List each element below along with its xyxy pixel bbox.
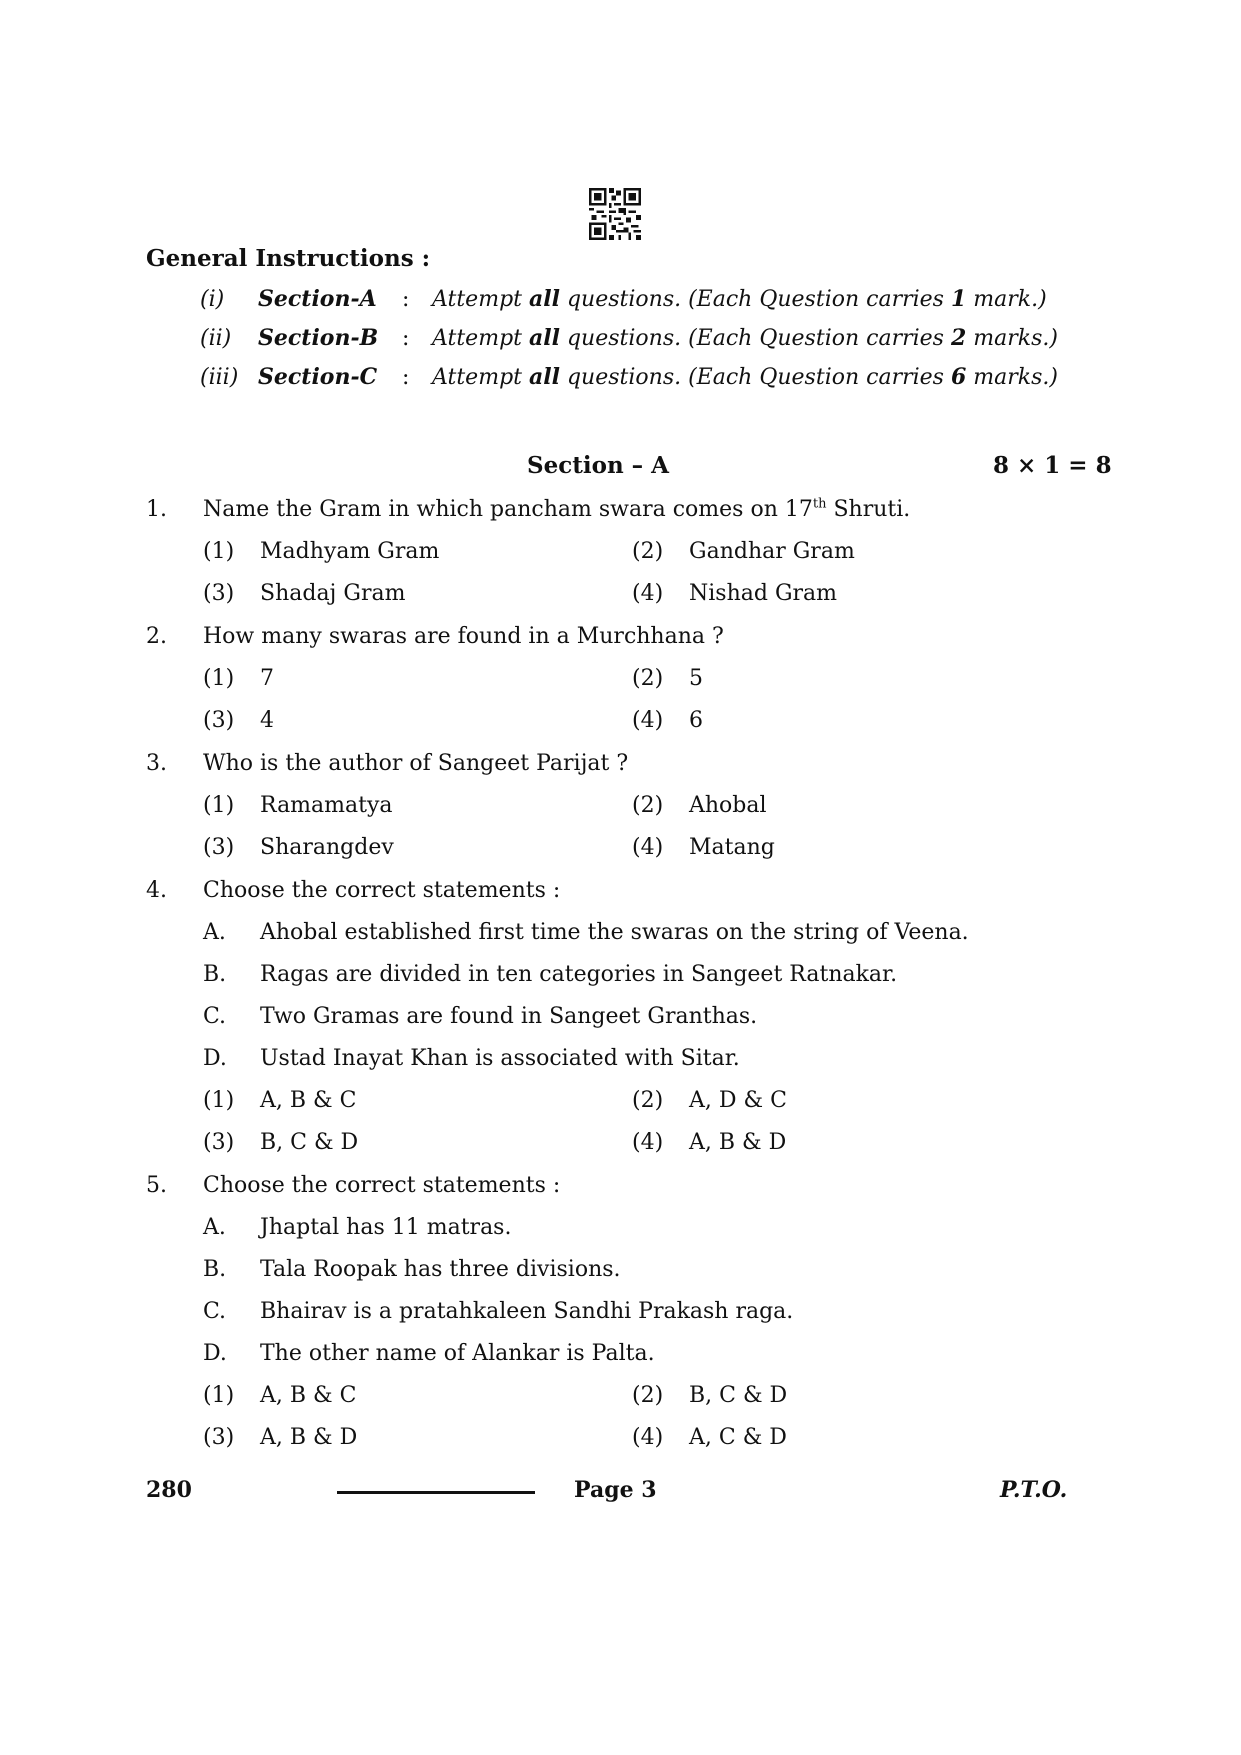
- statement-label: B.: [203, 962, 227, 987]
- option-number: (4): [632, 708, 664, 733]
- option-number: (1): [203, 666, 235, 691]
- question-number: 5.: [146, 1173, 167, 1198]
- instruction-text-bold: all: [528, 364, 560, 390]
- instruction-text-post: marks.): [966, 326, 1058, 351]
- statement-label: A.: [203, 1215, 226, 1240]
- qr-code-icon: [589, 188, 641, 240]
- statement-label: C.: [203, 1299, 227, 1324]
- instruction-number: (i): [200, 287, 225, 312]
- option-number: (1): [203, 793, 235, 818]
- pto-label: P.T.O.: [1000, 1477, 1068, 1503]
- option-number: (3): [203, 581, 235, 606]
- option-number: (4): [632, 1130, 664, 1155]
- option-text: 7: [260, 666, 274, 691]
- instruction-number: (iii): [200, 365, 239, 390]
- option-number: (1): [203, 1088, 235, 1113]
- option-number: (3): [203, 1130, 235, 1155]
- option-text: 6: [689, 708, 703, 733]
- option-number: (4): [632, 835, 664, 860]
- instruction-section: Section-A: [258, 286, 377, 312]
- option-text: A, B & D: [689, 1130, 787, 1155]
- option-number: (2): [632, 539, 664, 564]
- option-number: (2): [632, 666, 664, 691]
- option-text: A, B & C: [260, 1383, 357, 1408]
- instruction-text-mid: questions. (Each Question carries: [559, 326, 951, 351]
- question-text-main: Name the Gram in which pancham swara comes on 17: [203, 497, 813, 522]
- instruction-text-pre: Attempt: [432, 287, 529, 312]
- question-text: Choose the correct statements :: [203, 1173, 561, 1198]
- question-number: 1.: [146, 497, 167, 522]
- option-text: Madhyam Gram: [260, 539, 440, 564]
- instruction-text-post: mark.): [966, 287, 1047, 312]
- instruction-section: Section-B: [258, 325, 379, 351]
- option-text: Ramamatya: [260, 793, 393, 818]
- statement-text: Tala Roopak has three divisions.: [260, 1257, 621, 1282]
- question-number: 3.: [146, 751, 167, 776]
- instruction-colon: :: [402, 287, 410, 312]
- statement-text: Ahobal established first time the swaras on the string of Veena.: [260, 920, 969, 945]
- option-text: A, B & C: [260, 1088, 357, 1113]
- instruction-text-post: marks.): [966, 365, 1058, 390]
- question-text: How many swaras are found in a Murchhana ?: [203, 624, 724, 649]
- option-text: Nishad Gram: [689, 581, 838, 606]
- option-number: (1): [203, 539, 235, 564]
- section-title: Section – A: [527, 452, 670, 479]
- statement-text: Ragas are divided in ten categories in Sangeet Ratnakar.: [260, 962, 898, 987]
- statement-label: D.: [203, 1046, 227, 1071]
- instruction-item: [200, 323, 1058, 354]
- instruction-number: (ii): [200, 326, 232, 351]
- option-number: (2): [632, 1088, 664, 1113]
- instruction-colon: :: [402, 326, 410, 351]
- statement-label: B.: [203, 1257, 227, 1282]
- statement-text: Bhairav is a pratahkaleen Sandhi Prakash raga.: [260, 1299, 794, 1324]
- statement-label: D.: [203, 1341, 227, 1366]
- option-number: (3): [203, 708, 235, 733]
- option-text: Ahobal: [689, 793, 767, 818]
- instruction-text-mid: questions. (Each Question carries: [559, 287, 951, 312]
- question-text: Choose the correct statements :: [203, 878, 561, 903]
- option-text: A, D & C: [689, 1088, 787, 1113]
- option-text: A, B & D: [260, 1425, 358, 1450]
- option-number: (2): [632, 1383, 664, 1408]
- statement-text: Two Gramas are found in Sangeet Granthas.: [260, 1004, 758, 1029]
- option-text: A, C & D: [689, 1425, 787, 1450]
- question-text-end: Shruti.: [826, 497, 911, 522]
- option-number: (3): [203, 1425, 235, 1450]
- instruction-text-bold: all: [528, 286, 560, 312]
- option-number: (4): [632, 1425, 664, 1450]
- footer-divider: [337, 1491, 535, 1494]
- option-text: Sharangdev: [260, 835, 394, 860]
- statement-label: C.: [203, 1004, 227, 1029]
- instruction-marks: 2: [950, 325, 967, 351]
- option-text: Gandhar Gram: [689, 539, 855, 564]
- statement-label: A.: [203, 920, 226, 945]
- instruction-marks: 1: [950, 286, 967, 312]
- option-text: Shadaj Gram: [260, 581, 406, 606]
- option-number: (4): [632, 581, 664, 606]
- option-number: (3): [203, 835, 235, 860]
- paper-code: 280: [146, 1477, 192, 1503]
- instruction-section: Section-C: [258, 364, 378, 390]
- option-text: 5: [689, 666, 703, 691]
- option-text: B, C & D: [689, 1383, 788, 1408]
- option-text: B, C & D: [260, 1130, 359, 1155]
- question-number: 2.: [146, 624, 167, 649]
- question-text: [203, 495, 910, 525]
- instruction-marks: 6: [950, 364, 967, 390]
- instruction-text-pre: Attempt: [432, 326, 529, 351]
- question-text: Who is the author of Sangeet Parijat ?: [203, 751, 629, 776]
- page-number: Page 3: [574, 1477, 657, 1503]
- section-marks: 8 × 1 = 8: [993, 452, 1112, 479]
- instructions-title: General Instructions :: [146, 245, 431, 272]
- instruction-text-mid: questions. (Each Question carries: [559, 365, 951, 390]
- question-number: 4.: [146, 878, 167, 903]
- option-number: (2): [632, 793, 664, 818]
- instruction-text-pre: Attempt: [432, 365, 529, 390]
- statement-text: The other name of Alankar is Palta.: [260, 1341, 655, 1366]
- instruction-item: [200, 284, 1047, 315]
- question-text-superscript: th: [812, 496, 827, 512]
- statement-text: Ustad Inayat Khan is associated with Sitar.: [260, 1046, 740, 1071]
- instruction-item: [200, 362, 1058, 393]
- instruction-text-bold: all: [528, 325, 560, 351]
- option-text: 4: [260, 708, 274, 733]
- instruction-colon: :: [402, 365, 410, 390]
- statement-text: Jhaptal has 11 matras.: [260, 1215, 512, 1240]
- option-text: Matang: [689, 835, 775, 860]
- option-number: (1): [203, 1383, 235, 1408]
